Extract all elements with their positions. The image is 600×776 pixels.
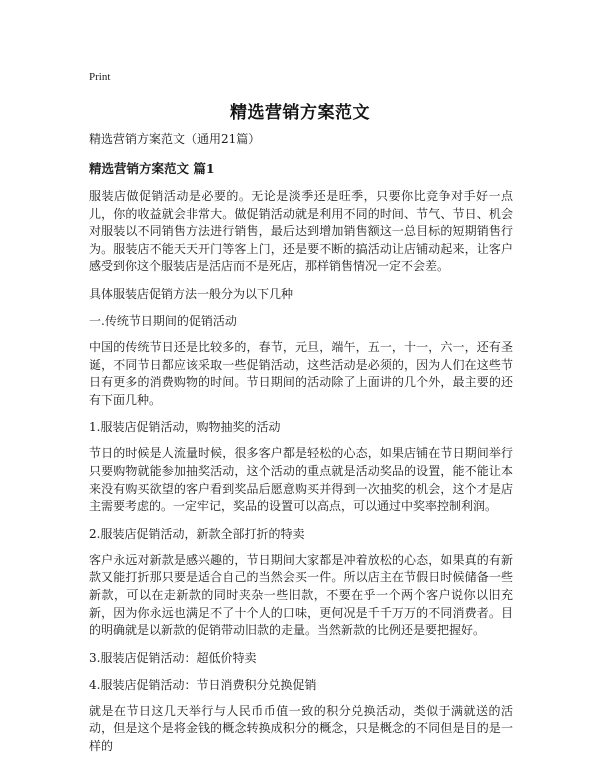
paragraph: 服装店做促销活动是必要的。无论是淡季还是旺季，只要你比竞争对手好一点儿，你的收益就会非常大。做促销活动就是利用不同的时间、节气、节日、机会对服装以不同销售方法进行销售，最后达到增加销售额这一总目标的短期销售行为。服装店不能天天开门等客上门，还是要不断的搞活动让店铺动起来，让客户感受到你这个服装店是活店而不是死店，那样销售情况一定不会差。 bbox=[89, 189, 513, 274]
subheading: 1.服装店促销活动，购物抽奖的活动 bbox=[89, 420, 281, 435]
section-heading: 精选营销方案范文 篇1 bbox=[89, 161, 215, 176]
page-title: 精选营销方案范文 bbox=[230, 103, 370, 123]
paragraph: 节日的时候是人流量时候，很多客户都是轻松的心态，如果店铺在节日期间举行只要购物就能参加抽奖活动，这个活动的重点就是活动奖品的设置，能不能让本来没有购买欲望的客户看到奖品后愿意购买并得到一次抽奖的机会，这个才是店主需要考虑的。一定牢记，奖品的设置可以高点，可以通过中奖率控制利润。 bbox=[89, 446, 513, 514]
document-body bbox=[89, 130, 513, 764]
subheading: 4.服装店促销活动：节日消费积分兑换促销 bbox=[89, 677, 317, 692]
subheading: 2.服装店促销活动，新款全部打折的特卖 bbox=[89, 526, 305, 541]
print-label[interactable]: Print bbox=[89, 71, 111, 83]
subheading: 3.服装店促销活动：超低价特卖 bbox=[89, 650, 257, 665]
paragraph: 客户永远对新款是感兴趣的，节日期间大家都是冲着放松的心态，如果真的有新款又能打折那只要是适合自己的当然会买一件。所以店主在节假日时候储备一些新款，可以在走新款的同时夹杂一些旧款，不要在乎一个两个客户说你以旧充新，因为你永远也满足不了十个人的口味，更何况是千千万万的不同消费者。目的明确就是以新款的促销带动旧款的走量。当然新款的比例还是要把握好。 bbox=[89, 552, 513, 638]
subheading: 具体服装店促销方法一般分为以下几种 bbox=[89, 286, 294, 301]
subheading: 一.传统节日期间的促销活动 bbox=[89, 313, 237, 328]
paragraph: 中国的传统节日还是比较多的，春节，元旦，端午，五一，十一，六一，还有圣诞，不同节日都应该采取一些促销活动，这些活动是必须的，因为人们在这些节日有更多的消费购物的时间。节日期间的活动除了上面讲的几个外，最主要的还有下面几种。 bbox=[89, 339, 513, 407]
document-subtitle: 精选营销方案范文（通用21篇） bbox=[89, 132, 261, 146]
paragraph: 就是在节日这几天举行与人民币币值一致的积分兑换活动，类似于满就送的活动，但是这个是将金钱的概念转换成积分的概念，只是概念的不同但是目的是一样的 bbox=[89, 703, 513, 753]
